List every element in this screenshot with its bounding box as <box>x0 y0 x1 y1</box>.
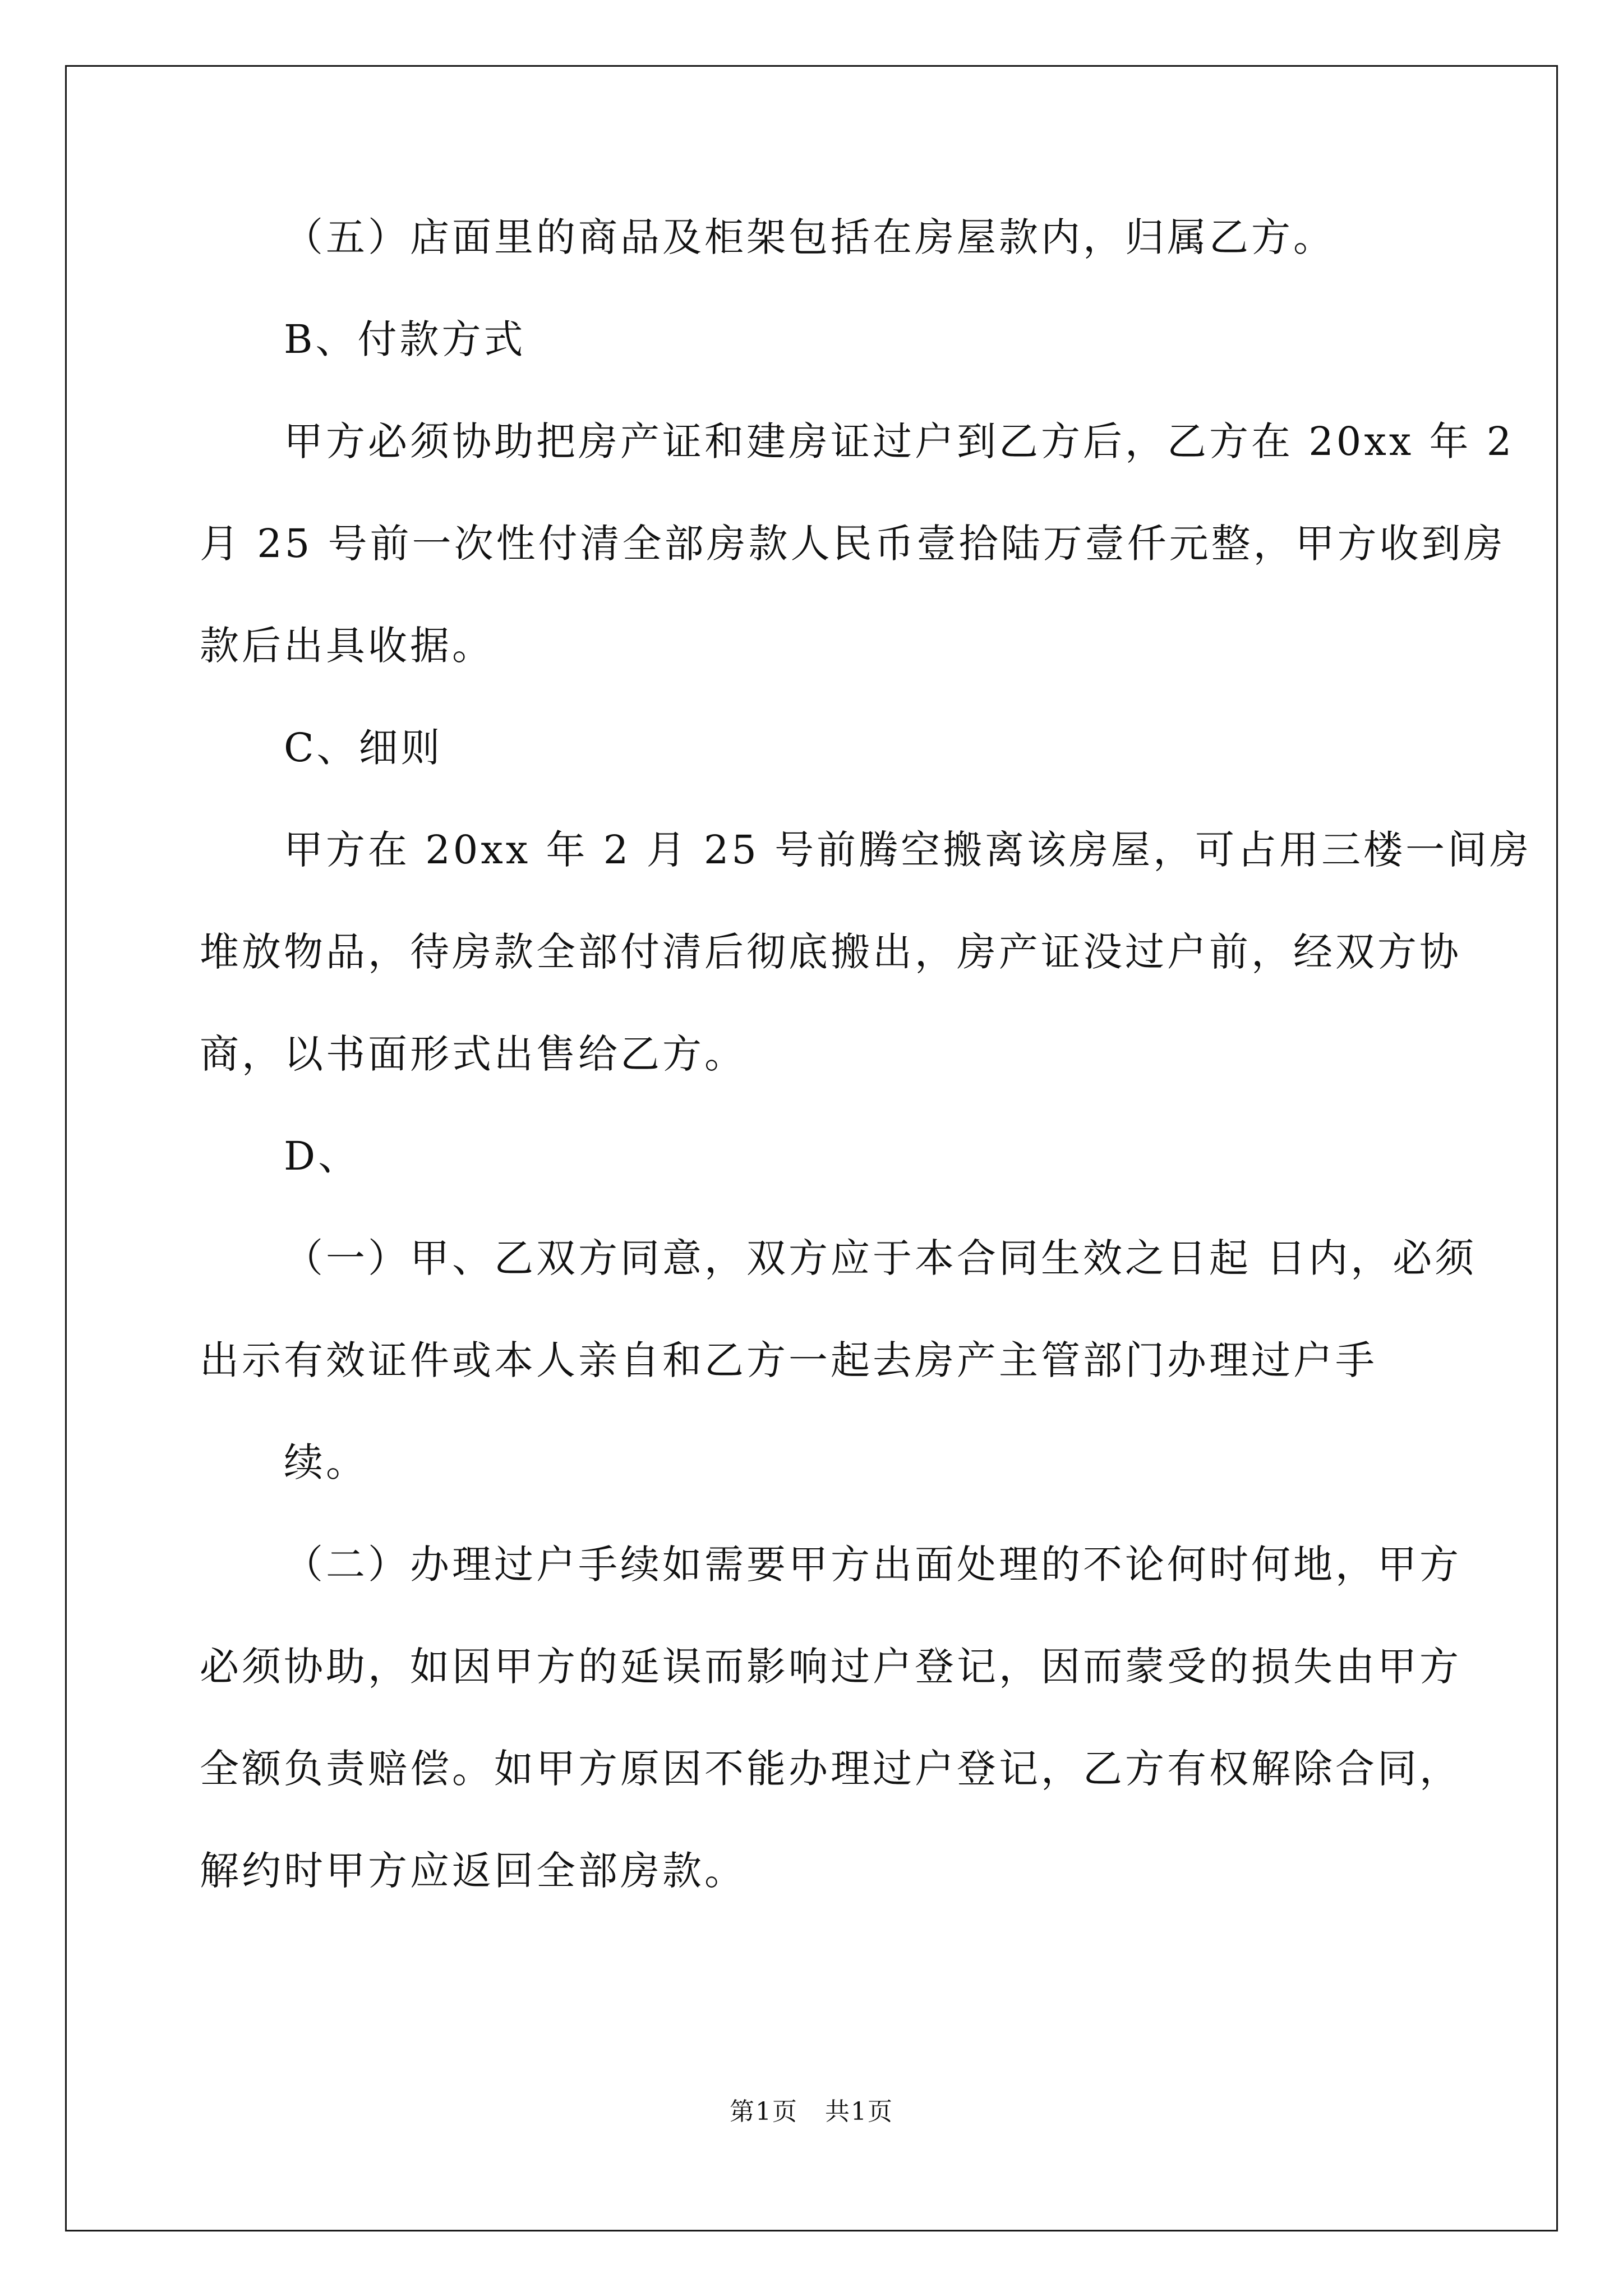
paragraph-line: 甲方必须协助把房产证和建房证过户到乙方后，乙方在 20xx 年 2 <box>284 418 1515 464</box>
paragraph-line: 必须协助，如因甲方的延误而影响过户登记，因而蒙受的损失由甲方 <box>200 1644 1461 1690</box>
paragraph-line: 甲方在 20xx 年 2 月 25 号前腾空搬离该房屋，可占用三楼一间房 <box>284 827 1532 873</box>
paragraph-line: 全额负责赔偿。如甲方原因不能办理过户登记，乙方有权解除合同， <box>200 1746 1461 1792</box>
paragraph-line: 堆放物品，待房款全部付清后彻底搬出，房产证没过户前，经双方协 <box>200 929 1461 975</box>
paragraph-line: 款后出具收据。 <box>200 623 494 669</box>
section-heading: C、细则 <box>284 725 443 771</box>
paragraph-line: 月 25 号前一次性付清全部房款人民币壹拾陆万壹仟元整，甲方收到房 <box>200 521 1506 567</box>
paragraph-line: （一）甲、乙双方同意，双方应于本合同生效之日起 日内，必须 <box>284 1235 1477 1281</box>
paragraph-line: 续。 <box>284 1439 368 1485</box>
section-heading: D、 <box>284 1133 361 1179</box>
section-heading: B、付款方式 <box>284 316 526 362</box>
paragraph-line: 出示有效证件或本人亲自和乙方一起去房产主管部门办理过户手 <box>200 1337 1377 1383</box>
paragraph-line: 解约时甲方应返回全部房款。 <box>200 1848 746 1894</box>
page-footer: 第1页 共1页 <box>730 2097 893 2126</box>
paragraph-line: （二）办理过户手续如需要甲方出面处理的不论何时何地，甲方 <box>284 1542 1461 1588</box>
paragraph-line: 商，以书面形式出售给乙方。 <box>200 1031 746 1077</box>
paragraph-line: （五）店面里的商品及柜架包括在房屋款内，归属乙方。 <box>284 214 1335 260</box>
